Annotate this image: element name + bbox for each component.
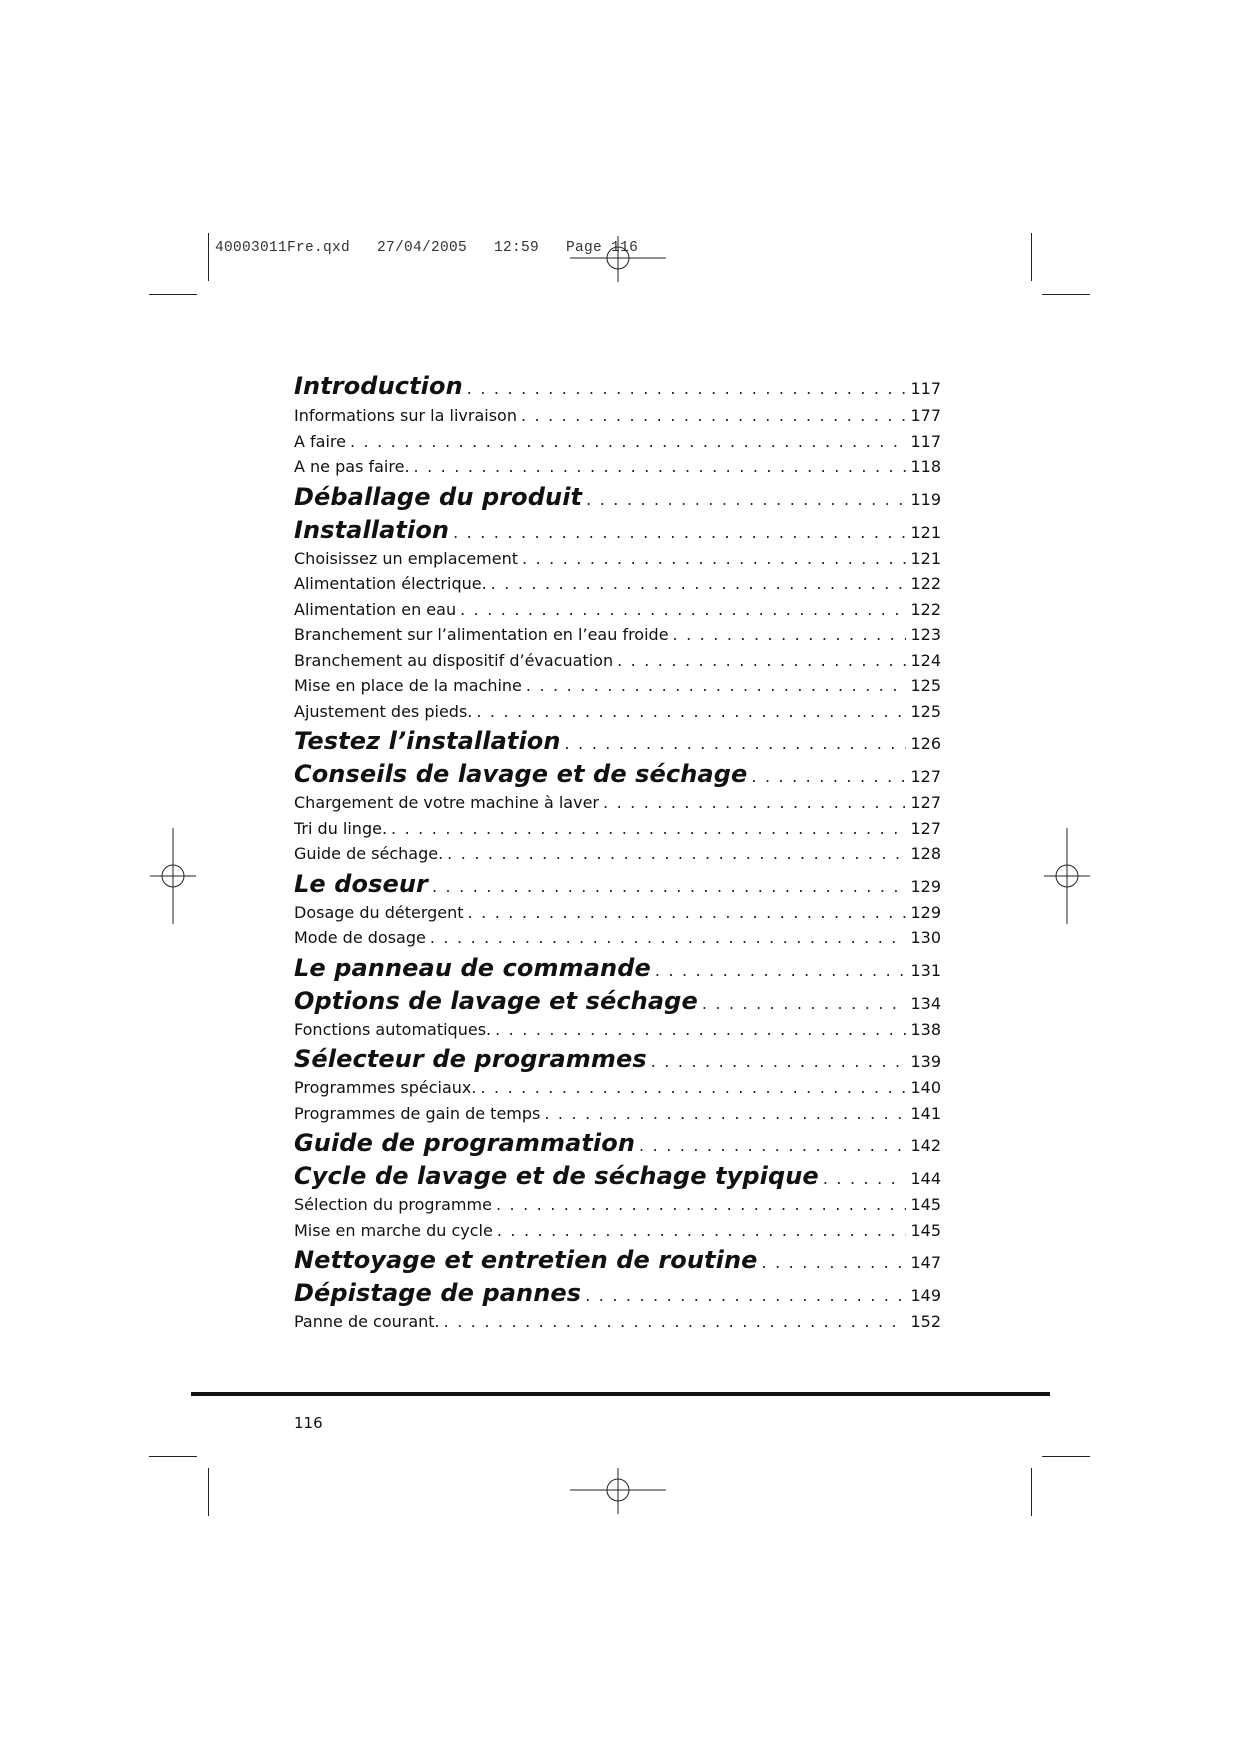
toc-heading-entry[interactable] (294, 1279, 941, 1312)
toc-subentry[interactable] (294, 1195, 941, 1221)
toc-entry-title: Sélection du programme (294, 1195, 492, 1214)
toc-entry-page: 130 (910, 928, 941, 947)
toc-entry-title: Ajustement des pieds. (294, 701, 473, 721)
dot-leader (468, 903, 907, 922)
toc-subentry[interactable] (294, 574, 941, 600)
dot-leader (495, 1020, 906, 1039)
toc-entry-title: A faire (294, 431, 346, 451)
dot-leader (586, 490, 906, 509)
toc-entry-title: Programmes spéciaux. (294, 1078, 477, 1097)
toc-entry-title: Panne de courant. (294, 1312, 440, 1331)
toc-entry-title: Le doseur (294, 869, 428, 898)
toc-subentry[interactable] (294, 406, 941, 432)
toc-heading-entry[interactable] (294, 1045, 941, 1078)
dot-leader (673, 625, 907, 644)
dot-leader (702, 994, 907, 1013)
toc-subentry[interactable] (294, 702, 941, 728)
dot-leader (467, 379, 907, 398)
toc-subentry[interactable] (294, 600, 941, 626)
toc-entry-title: Conseils de lavage et de séchage (294, 760, 748, 788)
toc-entry-page: 127 (910, 793, 941, 812)
toc-entry-title: Mise en marche du cycle (294, 1220, 493, 1240)
toc-entry-title: Branchement au dispositif d’évacuation (294, 650, 614, 670)
toc-entry-title: Sélecteur de programmes (294, 1045, 647, 1073)
toc-entry-title: Dosage du détergent (294, 902, 464, 922)
toc-entry-page: 122 (910, 574, 941, 593)
dot-leader (430, 928, 907, 947)
toc-subentry[interactable] (294, 549, 941, 575)
crop-mark (149, 1456, 197, 1457)
dot-leader (762, 1253, 907, 1272)
crop-mark (1031, 233, 1032, 281)
toc-entry-title: A ne pas faire. (294, 457, 410, 476)
toc-entry-title: Fonctions automatiques. (294, 1019, 492, 1039)
toc-entry-title: Guide de séchage. (294, 844, 444, 863)
toc-entry-page: 145 (910, 1195, 941, 1214)
dot-leader (460, 600, 906, 619)
toc-subentry[interactable] (294, 1078, 941, 1104)
toc-entry-page: 134 (910, 993, 941, 1013)
toc-entry-page: 117 (910, 431, 941, 451)
toc-heading-entry[interactable] (294, 1162, 941, 1195)
toc-entry-page: 139 (910, 1052, 941, 1071)
toc-subentry[interactable] (294, 676, 941, 702)
toc-entry-page: 140 (910, 1078, 941, 1097)
toc-entry-title: Mise en place de la machine (294, 676, 522, 695)
registration-mark-top (570, 236, 666, 282)
toc-entry-title: Testez l’installation (294, 727, 561, 755)
toc-entry-title: Branchement sur l’alimentation en l’eau froide (294, 625, 669, 644)
toc-heading-entry[interactable] (294, 483, 941, 516)
toc-entry-page: 177 (910, 406, 941, 425)
toc-subentry[interactable] (294, 793, 941, 819)
footer-rule (191, 1392, 1050, 1396)
toc-entry-title: Programmes de gain de temps (294, 1103, 541, 1123)
dot-leader (476, 702, 906, 721)
dot-leader (617, 651, 906, 670)
toc-entry-title: Options de lavage et séchage (294, 986, 698, 1015)
toc-entry-page: 141 (910, 1103, 941, 1123)
toc-entry-page: 129 (910, 902, 941, 922)
toc-entry-page: 127 (910, 818, 941, 838)
dot-leader (544, 1104, 906, 1123)
dot-leader (391, 819, 906, 838)
toc-subentry[interactable] (294, 903, 941, 929)
toc-subentry[interactable] (294, 625, 941, 651)
toc-subentry[interactable] (294, 928, 941, 954)
dot-leader (444, 1312, 907, 1331)
toc-subentry[interactable] (294, 1020, 941, 1046)
toc-entry-page: 145 (910, 1220, 941, 1240)
dot-leader (480, 1078, 906, 1097)
toc-entry-page: 147 (910, 1253, 941, 1272)
toc-heading-entry[interactable] (294, 987, 941, 1020)
dot-leader (639, 1136, 906, 1155)
crop-mark (1042, 294, 1090, 295)
toc-entry-page: 118 (910, 457, 941, 476)
crop-mark (208, 1468, 209, 1516)
toc-entry-title: Dépistage de pannes (294, 1279, 582, 1307)
toc-entry-title: Tri du linge. (294, 818, 388, 838)
registration-mark-bottom (570, 1468, 666, 1514)
registration-mark-right (1044, 828, 1090, 924)
toc-heading-entry[interactable] (294, 372, 941, 406)
toc-entry-title: Alimentation électrique. (294, 574, 487, 593)
toc-subentry[interactable] (294, 1221, 941, 1247)
toc-heading-entry[interactable] (294, 516, 941, 549)
dot-leader (751, 767, 906, 786)
dot-leader (823, 1169, 907, 1188)
dot-leader (432, 877, 906, 896)
crop-mark (149, 294, 197, 295)
dot-leader (521, 406, 906, 425)
toc-entry-title: Déballage du produit (294, 482, 583, 511)
dot-leader (350, 432, 906, 451)
toc-entry-page: 121 (910, 522, 941, 542)
crop-mark (1042, 1456, 1090, 1457)
toc-entry-page: 126 (910, 734, 941, 753)
dot-leader (655, 961, 907, 980)
toc-subentry[interactable] (294, 1104, 941, 1130)
toc-entry-title: Installation (294, 515, 450, 544)
toc-entry-title: Cycle de lavage et de séchage typique (294, 1162, 819, 1190)
toc-entry-page: 127 (910, 767, 941, 786)
dot-leader (522, 549, 906, 568)
toc-heading-entry[interactable] (294, 1129, 941, 1162)
toc-entry-page: 144 (910, 1169, 941, 1188)
toc-heading-entry[interactable] (294, 954, 941, 987)
registration-mark-left (150, 828, 196, 924)
print-slug: 40003011Fre.qxd 27/04/2005 12:59 Page 116 (215, 240, 639, 256)
toc-entry-title: Alimentation en eau (294, 599, 457, 619)
crop-mark (208, 233, 209, 281)
page-number: 116 (294, 1414, 323, 1432)
toc-heading-entry[interactable] (294, 1246, 941, 1279)
toc-entry-page: 117 (910, 379, 941, 398)
toc-heading-entry[interactable] (294, 760, 941, 793)
toc-entry-page: 131 (910, 960, 941, 980)
toc-entry-title: Nettoyage et entretien de routine (294, 1246, 758, 1274)
toc-entry-page: 142 (910, 1136, 941, 1155)
toc-entry-title: Le panneau de commande (294, 953, 651, 982)
toc-heading-entry[interactable] (294, 870, 941, 903)
dot-leader (497, 1221, 907, 1240)
toc-entry-page: 125 (910, 701, 941, 721)
dot-leader (585, 1286, 906, 1305)
dot-leader (603, 793, 906, 812)
toc-entry-title: Informations sur la livraison (294, 406, 517, 425)
toc-entry-title: Guide de programmation (294, 1129, 636, 1157)
toc-entry-page: 138 (910, 1019, 941, 1039)
toc-subentry[interactable] (294, 844, 941, 870)
toc-entry-page: 119 (910, 489, 941, 509)
toc-subentry[interactable] (294, 457, 941, 483)
toc-subentry[interactable] (294, 432, 941, 458)
toc-entry-page: 128 (910, 844, 941, 863)
dot-leader (565, 734, 907, 753)
toc-entry-title: Choisissez un emplacement (294, 548, 519, 568)
dot-leader (447, 844, 906, 863)
toc-subentry[interactable] (294, 651, 941, 677)
toc-entry-title: Chargement de votre machine à laver (294, 793, 599, 812)
toc-entry-page: 123 (910, 625, 941, 644)
toc-entry-page: 152 (910, 1312, 941, 1331)
toc-heading-entry[interactable] (294, 727, 941, 760)
dot-leader (491, 574, 907, 593)
toc-entry-page: 129 (910, 876, 941, 896)
toc-entry-page: 124 (910, 650, 941, 670)
toc-entry-page: 149 (910, 1286, 941, 1305)
toc-entry-page: 125 (910, 676, 941, 695)
toc-entry-page: 122 (910, 599, 941, 619)
toc-subentry[interactable] (294, 819, 941, 845)
toc-entry-title: Mode de dosage (294, 928, 426, 947)
toc-entry-title: Introduction (294, 372, 463, 400)
dot-leader (496, 1195, 907, 1214)
dot-leader (526, 676, 907, 695)
dot-leader (414, 457, 907, 476)
toc-subentry[interactable] (294, 1312, 941, 1338)
crop-mark (1031, 1468, 1032, 1516)
table-of-contents (294, 372, 941, 1338)
toc-entry-page: 121 (910, 548, 941, 568)
dot-leader (453, 523, 906, 542)
dot-leader (651, 1052, 907, 1071)
